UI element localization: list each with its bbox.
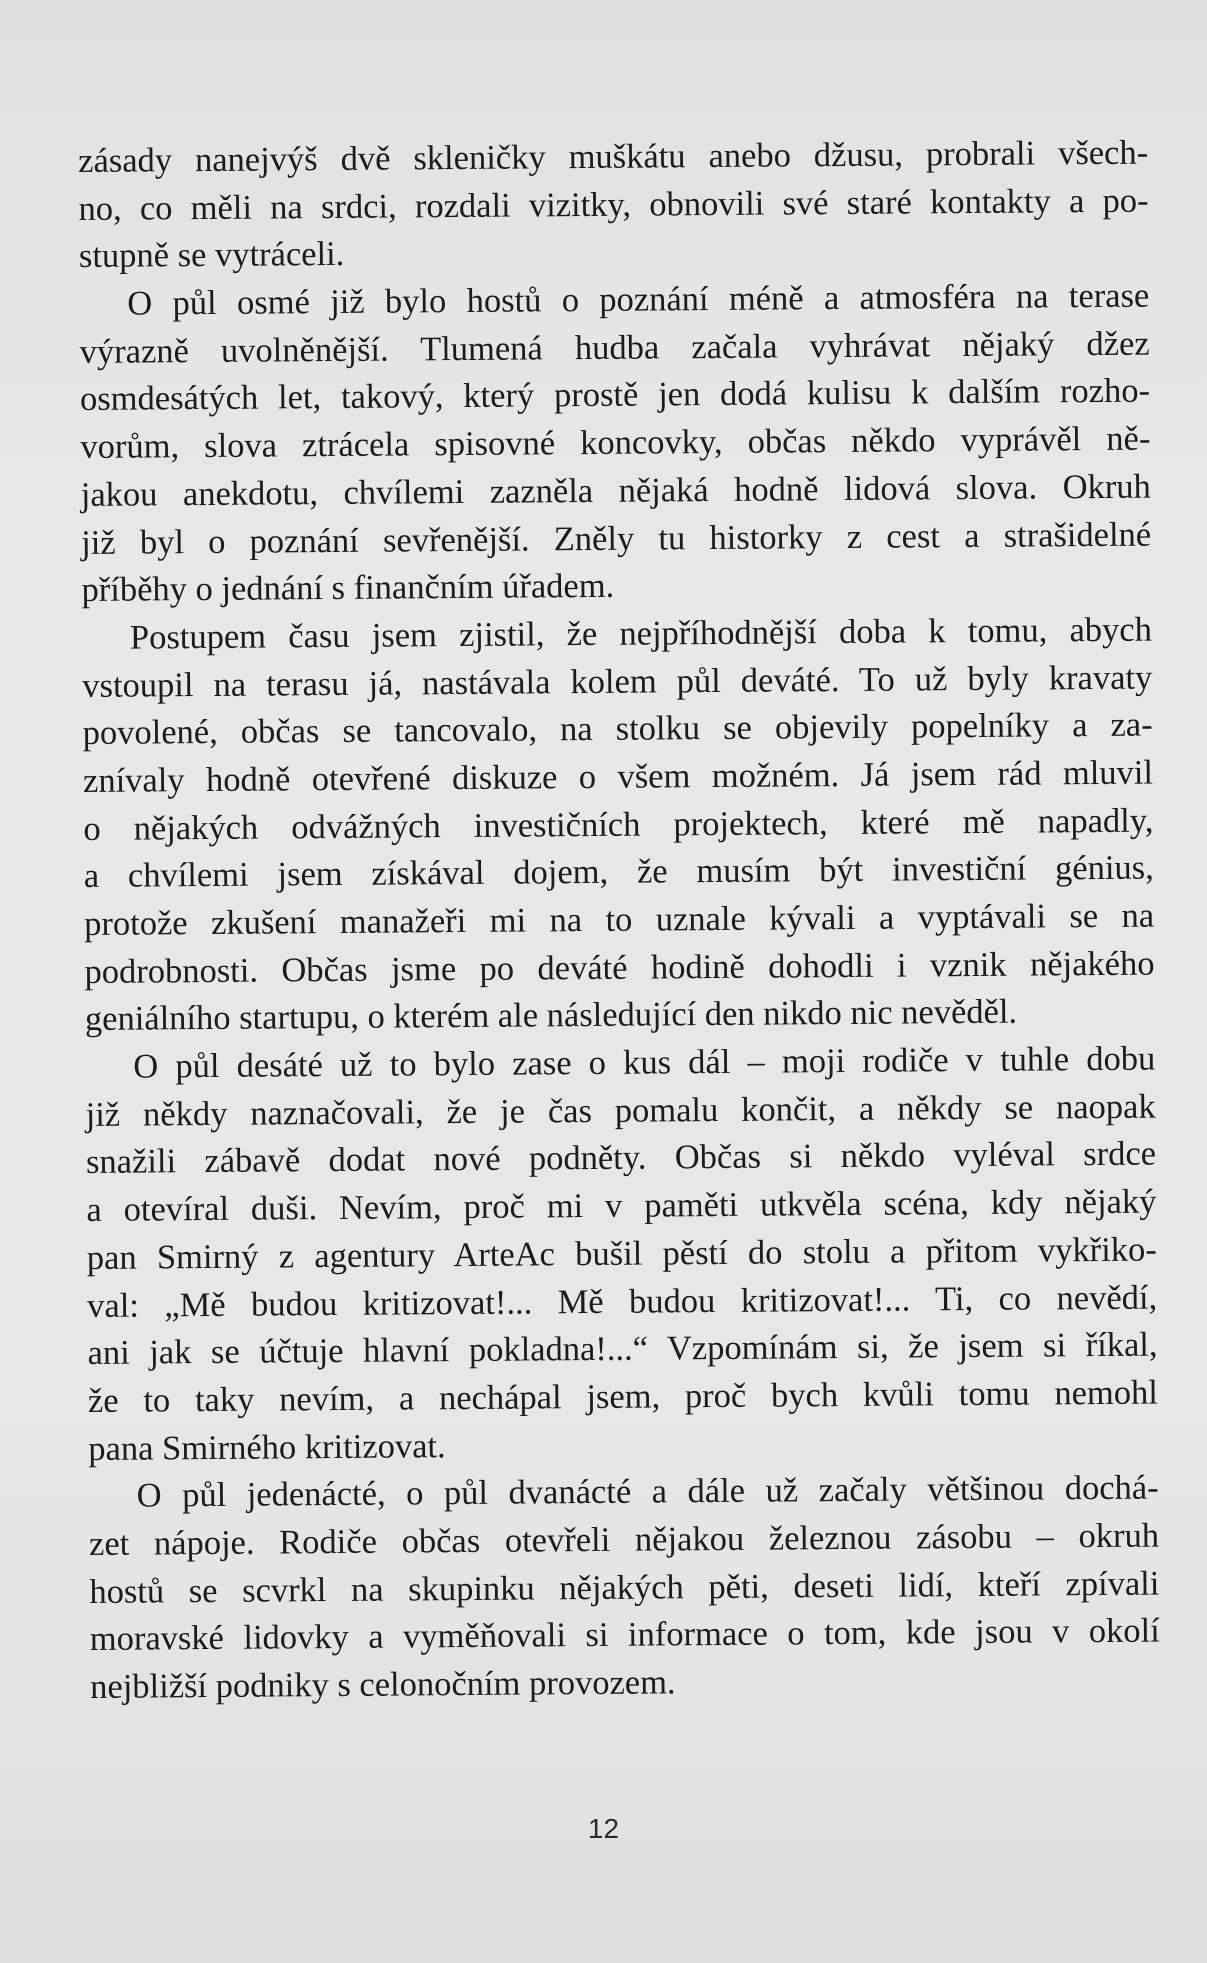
text-line: ani jak se účtuje hlavní pokladna!...“ Vzpomínám si, že jsem si říkal, <box>87 1325 1158 1373</box>
text-line: vorům, slova ztrácela spisovné koncovky, občas někdo vyprávěl ně- <box>80 419 1151 467</box>
text-line: Postupem času jsem zjistil, že nejpříhodnější doba k tomu, abych <box>129 610 1153 657</box>
text-line: stupně se vytráceli. <box>78 235 345 276</box>
text-line: nejbližší podniky s celonočním provozem. <box>90 1663 676 1706</box>
text-line: znívaly hodně otevřené diskuze o všem možném. Já jsem rád mluvil <box>82 753 1154 800</box>
text-line: val: „Mě budou kritizovat!... Mě budou kritizovat!... Ti, co nevědí, <box>87 1278 1158 1325</box>
text-line: jakou anekdotu, chvílemi zazněla nějaká hodně lidová slova. Okruh <box>80 467 1151 514</box>
page-number: 12 <box>587 1813 620 1844</box>
text-line: pana Smirného kritizovat. <box>88 1426 446 1468</box>
text-line: pan Smirný z agentury ArteAc bušil pěstí do stolu a přitom vykřiko- <box>86 1230 1157 1277</box>
text-line: hostů se scvrkl na skupinku nějakých pěti, deseti lidí, kteří zpívali <box>89 1564 1160 1611</box>
text-line: O půl osmé již bylo hostů o poznání méně a atmosféra na terase <box>127 276 1150 323</box>
text-line: a otevíral duši. Nevím, proč mi v paměti utkvěla scéna, kdy nějaký <box>86 1182 1157 1230</box>
text-line: osmdesátých let, takový, který prostě jen dodá kulisu k dalším rozho- <box>79 372 1151 419</box>
text-line: zásady nanejvýš dvě skleničky muškátu anebo džusu, probrali všech- <box>78 133 1149 180</box>
text-line: již někdy naznačovali, že je čas pomalu končit, a někdy se naopak <box>85 1087 1156 1134</box>
text-line: výrazně uvolněnější. Tlumená hudba začala vyhrávat nějaký džez <box>79 324 1150 371</box>
text-line: snažili zábavě dodat nové podněty. Občas si někdo vyléval srdce <box>85 1135 1157 1182</box>
text-line: geniálního startupu, o kterém ale následující den nikdo nic nevěděl. <box>84 993 1018 1039</box>
text-line: moravské lidovky a vyměňovali si informace o tom, kde jsou v okolí <box>89 1611 1160 1659</box>
text-line: no, co měli na srdci, rozdali vizitky, obnovili své staré kontakty a po- <box>78 181 1149 228</box>
text-line: O půl desáté už to bylo zase o kus dál – moji rodiče v tuhle dobu <box>133 1039 1156 1086</box>
body-text <box>78 130 1160 1712</box>
text-line: O půl jedenácté, o půl dvanácté a dále už začaly většinou dochá- <box>136 1468 1159 1515</box>
text-line: vstoupil na terasu já, nastávala kolem půl deváté. To už byly kravaty <box>82 658 1153 705</box>
text-line: o nějakých odvážných investičních projektech, které mě napadly, <box>83 801 1154 848</box>
text-line: již byl o poznání sevřenější. Zněly tu historky z cest a strašidelné <box>81 515 1152 562</box>
text-line: že to taky nevím, a nechápal jsem, proč bych kvůli tomu nemohl <box>87 1373 1159 1420</box>
text-line: podrobnosti. Občas jsme po deváté hodině dohodli i vznik nějakého <box>84 944 1155 991</box>
text-line: zet nápoje. Rodiče občas otevřeli nějakou železnou zásobu – okruh <box>88 1516 1160 1563</box>
text-line: povolené, občas se tancovalo, na stolku se objevily popelníky a za- <box>82 705 1153 753</box>
text-line: příběhy o jednání s finančním úřadem. <box>81 566 615 610</box>
text-line: a chvílemi jsem získával dojem, že musím být investiční génius, <box>83 848 1154 896</box>
text-line: protože zkušení manažeři mi na to uznale kývali a vyptávali se na <box>84 896 1155 943</box>
